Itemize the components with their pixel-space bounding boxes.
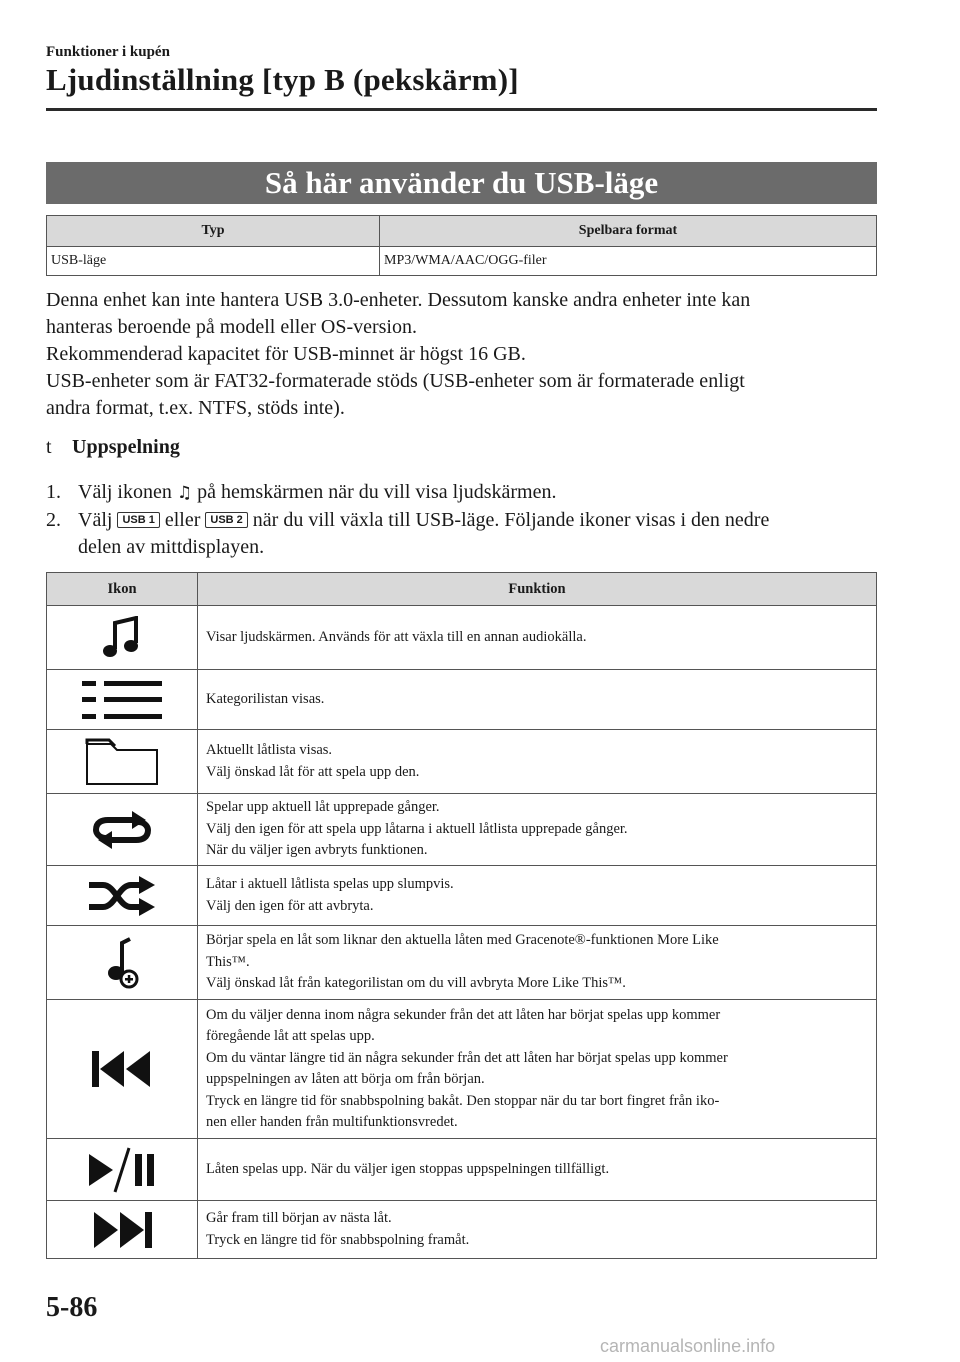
format-cell-formats: MP3/WMA/AAC/OGG-filer [380,247,877,276]
table-row [47,866,877,926]
format-table [46,215,877,276]
steps-list [46,479,877,561]
table-row [47,730,877,794]
next-track-icon [47,1201,198,1259]
intro-line: Rekommenderad kapacitet för USB-minnet är högst 16 GB. [46,343,526,365]
step-text: Välj [78,509,113,531]
intro-line: andra format, t.ex. NTFS, stöds inte). [46,397,345,419]
page-number: 5-86 [46,1292,98,1323]
function-text: Kategorilistan visas. [206,690,325,707]
shuffle-icon [47,866,198,926]
step-text: eller [164,509,201,531]
intro-line: USB-enheter som är FAT32-formaterade stöds (USB-enheter som är formaterade enligt [46,370,745,392]
format-table-header-type: Typ [47,216,380,247]
title-rule [46,108,877,111]
music-note-icon [47,606,198,670]
function-text: Visar ljudskärmen. Används för att växla till en annan audiokälla. [206,628,587,645]
step-text: när du vill växla till USB-läge. Följande ikoner visas i den nedre [252,509,770,531]
function-text: Tryck en längre tid för snabbspolning framåt. [206,1231,470,1248]
table-row [47,926,877,1000]
icon-table-header-function: Funktion [198,573,877,606]
function-text: Aktuellt låtlista visas. [206,742,333,758]
function-text: Välj önskad låt för att spela upp den. [206,763,420,780]
watermark: carmanualsonline.info [600,1336,776,1356]
subsection-title: Uppspelning [72,436,180,458]
function-text: Låtar i aktuell låtlista spelas upp slumpvis. [206,876,454,892]
repeat-icon [47,794,198,866]
section-label: Funktioner i kupén [46,44,170,60]
audio-note-icon: ♫ [176,483,193,503]
intro-paragraph [46,287,877,422]
table-row [47,794,877,866]
step-text: delen av mittdisplayen. [78,536,265,558]
function-text: Om du väntar längre tid än några sekunder från det att låten har börjat spelas upp kommer [206,1049,728,1066]
folder-icon [47,730,198,794]
step-2 [46,507,877,561]
function-text: Spelar upp aktuell låt upprepade gånger. [206,799,440,816]
table-row [47,1139,877,1201]
function-text: Om du väljer denna inom några sekunder från det att låten har börjat spelas upp kommer [206,1006,721,1023]
function-text: föregående låt att spelas upp. [206,1028,375,1044]
function-text: Låten spelas upp. När du väljer igen stoppas uppspelningen tillfälligt. [206,1160,610,1177]
play-pause-icon [47,1139,198,1201]
step-number: 2. [46,509,61,531]
intro-line: hanteras beroende på modell eller OS-version. [46,316,417,338]
step-number: 1. [46,481,61,503]
table-row [47,670,877,730]
function-text: Börjar spela en låt som liknar den aktuella låten med Gracenote®-funktionen More Like [206,932,719,949]
icon-table-header-icon: Ikon [47,573,198,606]
function-text: nen eller handen från multifunktionsvredet. [206,1114,458,1130]
function-text: När du väljer igen avbryts funktionen. [206,842,428,859]
list-icon [47,670,198,730]
table-row [47,247,877,276]
function-text: Välj den igen för att avbryta. [206,897,374,914]
section-banner: Så här använder du USB-läge [46,162,877,204]
step-text: Välj ikonen [78,481,172,503]
table-row [47,606,877,670]
page-title: Ljudinställning [typ B (pekskärm)] [46,62,519,97]
format-table-header-formats: Spelbara format [380,216,877,247]
table-row [47,1000,877,1139]
intro-line: Denna enhet kan inte hantera USB 3.0-enheter. Dessutom kanske andra enheter inte kan [46,289,751,311]
usb2-button: USB 2 [205,512,247,528]
subsection-bullet: t [46,436,52,458]
step-1 [46,479,877,507]
table-row [47,1201,877,1259]
more-like-this-icon [47,926,198,1000]
step-text: på hemskärmen när du vill visa ljudskärmen. [197,481,557,503]
function-text: uppspelningen av låten att börja om från början. [206,1071,485,1087]
previous-track-icon [47,1000,198,1139]
function-text: Välj önskad låt från kategorilistan om du vill avbryta More Like This™. [206,975,626,992]
function-text: This™. [206,953,250,970]
function-text: Tryck en längre tid för snabbspolning bakåt. Den stoppar när du tar bort fingret från iko- [206,1092,720,1109]
icon-table [46,572,877,1259]
function-text: Välj den igen för att spela upp låtarna i aktuell låtlista upprepade gånger. [206,820,628,837]
usb1-button: USB 1 [117,512,159,528]
format-cell-type: USB-läge [47,247,380,276]
subsection-heading [46,436,180,459]
function-text: Går fram till början av nästa låt. [206,1210,392,1226]
